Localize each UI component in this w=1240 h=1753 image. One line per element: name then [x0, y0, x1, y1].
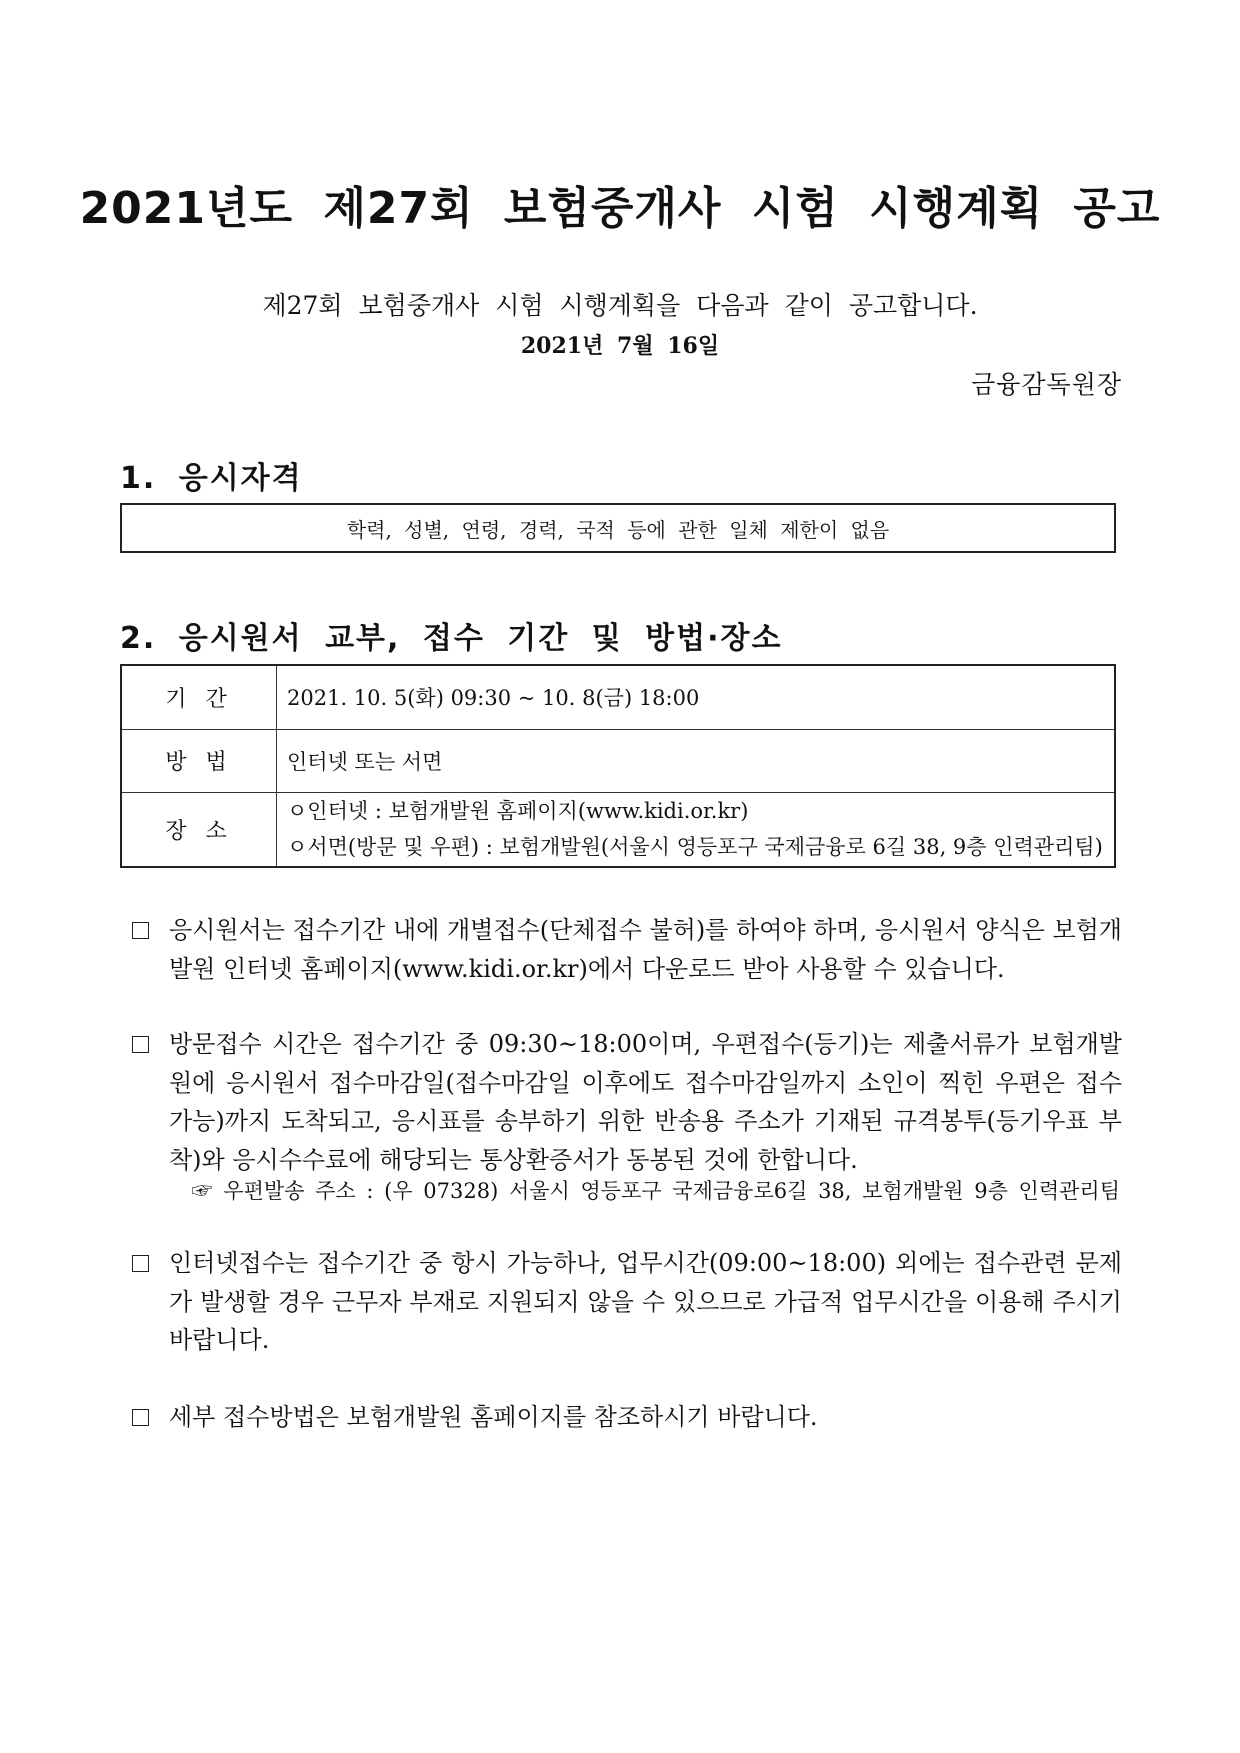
place-internet: ㅇ인터넷 : 보험개발원 홈페이지(www.kidi.or.kr) [287, 799, 749, 824]
place-paper: ㅇ서면(방문 및 우편) : 보험개발원(서울시 영등포구 국제금융로 6길 38, 9층 인력관리팀) [287, 835, 1103, 860]
checkbox-square-icon [132, 922, 149, 939]
notice-text: 세부 접수방법은 보험개발원 홈페이지를 참조하시기 바랍니다. [169, 1403, 818, 1431]
table-row [121, 792, 1115, 867]
notice-text: 방문접수 시간은 접수기간 중 09:30~18:00이며, 우편접수(등기)는 제출서류가 보험개발원에 응시원서 접수마감일(접수마감일 이후에도 접수마감일까지 소인이 찍힌 우편은 접수 가능)까지 도착되고, 응시표를 송부하기 위한 반송용 주소가 기재된 규격봉투(등기우표 부착)와 응시수수료에 해당되는 통상환증서가 동봉된 것에 한합니다. [169, 1030, 1122, 1174]
mail-address-note: ☞ 우편발송 주소 : (우 07328) 서울시 영등포구 국제금융로6길 38, 보험개발원 9층 인력관리팀 [191, 1179, 1120, 1203]
notice-item [132, 911, 1122, 988]
place-value [277, 792, 1116, 867]
eligibility-text: 학력, 성별, 연령, 경력, 국적 등에 관한 일체 제한이 없음 [346, 517, 890, 542]
notice-text: 응시원서는 접수기간 내에 개별접수(단체접수 불허)를 하여야 하며, 응시원서 양식은 보험개발원 인터넷 홈페이지(www.kidi.or.kr)에서 다운로드 받아 사용할 수 있습니다. [169, 916, 1122, 983]
method-value: 인터넷 또는 서면 [277, 729, 1116, 792]
checkbox-square-icon [132, 1409, 149, 1426]
section-eligibility-heading: 1. 응시자격 [120, 461, 303, 496]
place-label: 장 소 [121, 792, 277, 867]
notice-item [132, 1244, 1122, 1360]
checkbox-square-icon [132, 1255, 149, 1272]
period-label: 기 간 [121, 665, 277, 729]
notice-text: 인터넷접수는 접수기간 중 항시 가능하나, 업무시간(09:00~18:00) 외에는 접수관련 문제가 발생할 경우 근무자 부재로 지원되지 않을 수 있으므로 가급적 업무시간을 이용해 주시기 바랍니다. [169, 1249, 1122, 1354]
intro-text: 제27회 보험중개사 시험 시행계획을 다음과 같이 공고합니다. [262, 291, 978, 320]
table-row [121, 729, 1115, 792]
notice-item [132, 1398, 1122, 1437]
table-row [121, 665, 1115, 729]
section-application-heading: 2. 응시원서 교부, 접수 기간 및 방법·장소 [120, 621, 783, 656]
checkbox-square-icon [132, 1036, 149, 1053]
period-value: 2021. 10. 5(화) 09:30 ~ 10. 8(금) 18:00 [277, 665, 1116, 729]
notice-item [132, 1025, 1122, 1179]
issuer-name: 금융감독원장 [971, 370, 1122, 399]
application-info-table [120, 664, 1116, 868]
eligibility-box [120, 503, 1116, 553]
announcement-date: 2021년 7월 16일 [520, 333, 720, 359]
method-label: 방 법 [121, 729, 277, 792]
page-title: 2021년도 제27회 보험중개사 시험 시행계획 공고 [79, 183, 1161, 234]
